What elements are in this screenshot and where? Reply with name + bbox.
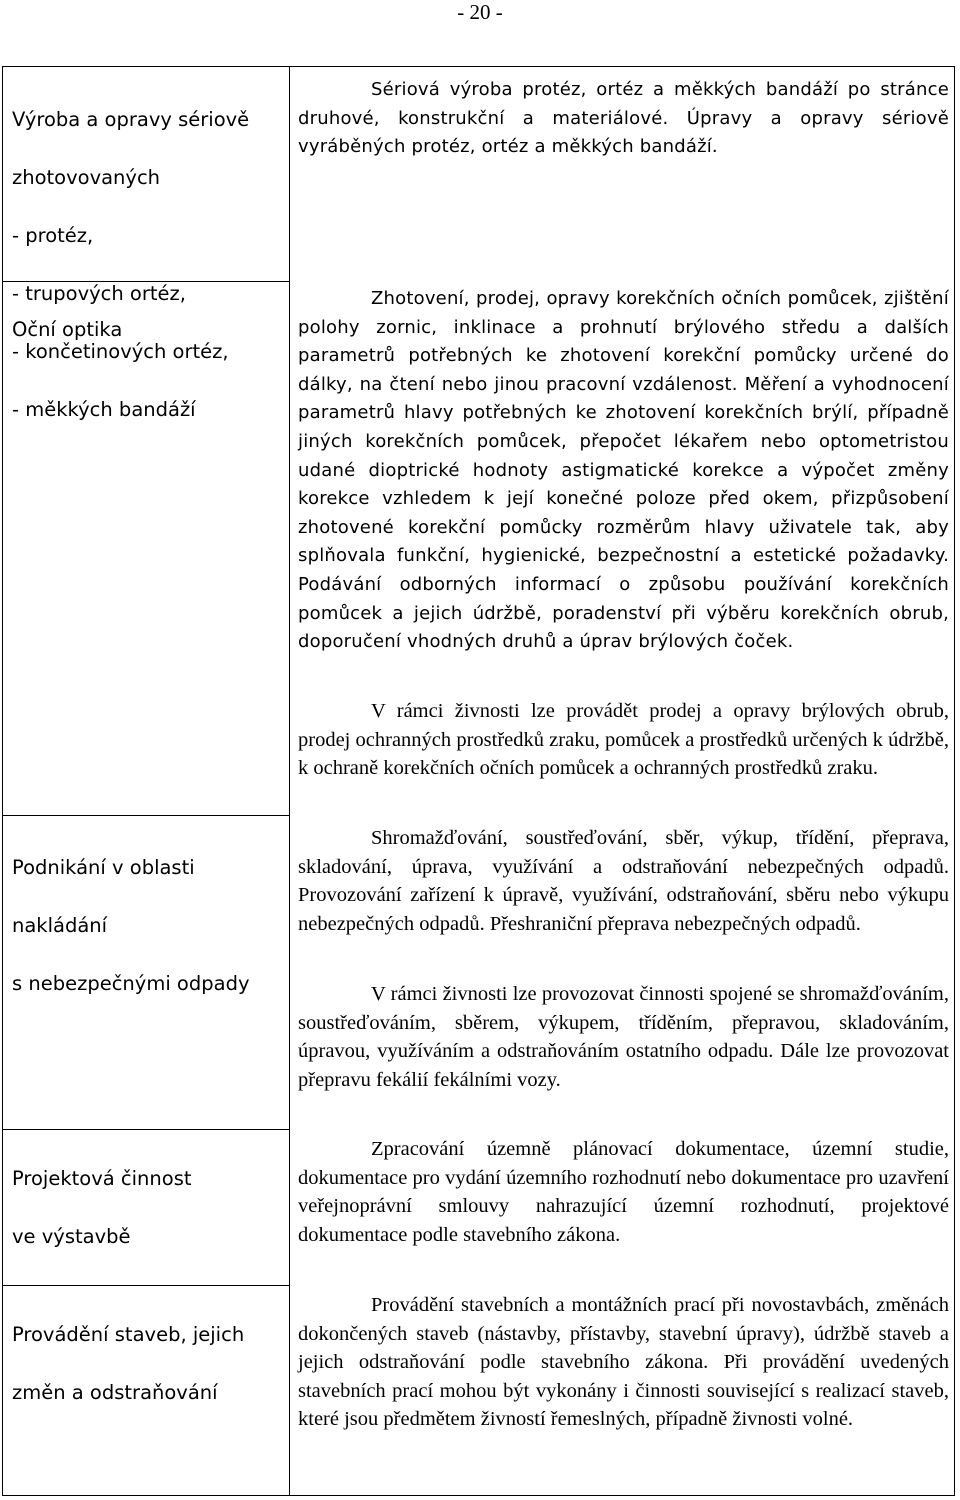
row-2-description: Zhotovení, prodej, opravy korekčních očních pomůcek, zjištění polohy zornic, inklinace a prohnutí brýlového středu a dalších parametrů potřebných ke zhotovení korekční pomůcky určené do dálky, na čtení nebo jinou pracovní vzdálenost. Měření a vyhodnocení parametrů hlavy potřebných ke zhotovení korekčních brýlí, případně jiných korekčních pomůcek, přepočet lékařem nebo optometristou udané dioptrické hodnoty astigmatické korekce a výpočet změny korekce vzhledem k její konečné poloze před okem, přizpůsobení zhotovené korekční pomůcky rozměrům hlavy uživatele tak, aby splňovala funkční, hygienické, bezpečnostní a estetické požadavky. Podávání odborných informací o způsobu používání korekčních pomůcek a jejich údržbě, poradenství při výběru korekčních obrub, doporučení vhodných druhů a úprav brýlových čoček.	[298, 288, 949, 653]
row-4-description: Zpracování územně plánovací dokumentace, územní studie, dokumentace pro vydání územního rozhodnutí nebo dokumentace pro uzavření veřejnoprávní smlouvy nahrazující územní rozhodnutí, projektové dokumentace podle stavebního zákona.	[298, 1138, 949, 1246]
row-divider	[2, 1129, 290, 1130]
row-divider	[2, 1285, 290, 1286]
row-5-title-line: Provádění staveb, jejich	[12, 1323, 245, 1346]
row-2-note: V rámci živnosti lze provádět prodej a opravy brýlových obrub, prodej ochranných prostředků zraku, pomůcek a prostředků určených k údržbě, k ochraně korekčních očních pomůcek a ochranných prostředků zraku.	[298, 700, 949, 780]
row-5-label	[12, 1291, 284, 1436]
row-2-label	[12, 286, 284, 373]
row-4-label	[12, 1135, 284, 1280]
row-2-title-line: Oční optika	[12, 318, 123, 341]
row-3-note: V rámci živnosti lze provozovat činnosti spojené se shromažďováním, soustřeďováním, sběrem, výkupem, tříděním, přepravou, skladováním, úpravou, využíváním a odstraňováním ostatního odpadu. Dále lze provozovat přepravu fekálií fekálními vozy.	[298, 983, 949, 1091]
row-1-title-line: Výroba a opravy sériově	[12, 108, 250, 131]
row-3-title-line: Podnikání v oblasti	[12, 856, 195, 879]
row-divider	[2, 815, 290, 816]
row-4-title-line: ve výstavbě	[12, 1225, 131, 1248]
row-1-list-item: - trupových ortéz,	[12, 282, 186, 305]
row-1-description: Sériová výroba protéz, ortéz a měkkých bandáží po stránce druhové, konstrukční a materiálové. Úpravy a opravy sériově vyráběných protéz, ortéz a měkkých bandáží.	[298, 79, 949, 158]
row-1-list-item: - měkkých bandáží	[12, 398, 196, 421]
page-number: - 20 -	[457, 0, 503, 24]
row-3-label	[12, 824, 284, 1027]
row-5-description: Provádění stavebních a montážních prací při novostavbách, změnách dokončených staveb (nástavby, přístavby, stavební úpravy), údržbě staveb a jejich odstraňování podle stavebního zákona. Při provádění uvedených stavebních prací mohou být vykonány i činnosti související s realizací staveb, které jsou předmětem živností řemeslných, případně živnosti volné.	[298, 1294, 949, 1431]
row-1-list-item: - končetinových ortéz,	[12, 340, 229, 363]
row-3-title-line: s nebezpečnými odpady	[12, 972, 250, 995]
row-1-list-item: - protéz,	[12, 224, 94, 247]
row-3-description: Shromažďování, soustřeďování, sběr, výkup, třídění, přeprava, skladování, úprava, využívání a odstraňování nebezpečných odpadů. Provozování zařízení k úpravě, využívání, odstraňování, sběru nebo výkupu nebezpečných odpadů. Přeshraniční přeprava nebezpečných odpadů.	[298, 827, 949, 935]
row-1-title-line: zhotovovaných	[12, 166, 161, 189]
row-3-title-line: nakládání	[12, 914, 108, 937]
row-5-title-line: změn a odstraňování	[12, 1381, 218, 1404]
row-1-label	[12, 76, 284, 453]
row-4-title-line: Projektová činnost	[12, 1167, 192, 1190]
